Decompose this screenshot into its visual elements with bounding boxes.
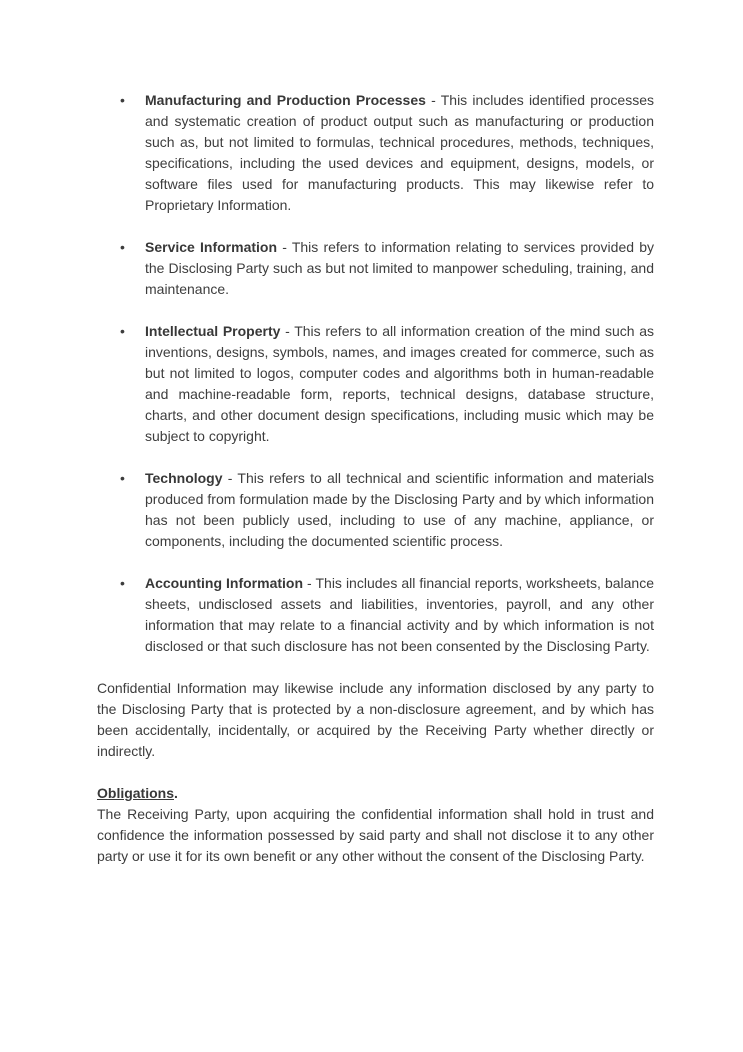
bullet-body: - This refers to information relating to services provided by the Disclosing Party such as but not limited to manpower scheduling, training, and maintenance.: [145, 239, 655, 297]
paragraph-confidential-information: Confidential Information may likewise include any information disclosed by any party to the Disclosing Party that is protected by a non-disclosure agreement, and by which has been accidentally, incidentally, or acquired by the Receiving Party whether directly or indirectly.: [97, 680, 654, 759]
list-item: [97, 573, 654, 657]
bullet-list: [97, 90, 654, 657]
section-heading-obligations: [97, 783, 654, 804]
heading-suffix: .: [174, 785, 178, 801]
heading-text: Obligations: [97, 785, 174, 801]
bullet-icon: •: [120, 239, 125, 255]
bullet-icon: •: [120, 575, 125, 591]
bullet-title: Intellectual Property: [145, 323, 281, 339]
bullet-icon: •: [120, 92, 125, 108]
bullet-body: - This refers to all technical and scientific information and materials produced from formulation made by the Disclosing Party and by which information has not been publicly used, including to use of any machine, appliance, or components, including the documented scientific process.: [145, 470, 655, 549]
bullet-title: Accounting Information: [145, 575, 304, 591]
bullet-title: Service Information: [145, 239, 278, 255]
bullet-body: - This includes identified processes and systematic creation of product output such as manufacturing or production such as, but not limited to formulas, technical procedures, methods, techniques, specifications, including the used devices and equipment, designs, models, or software files used for manufacturing products. This may likewise refer to Proprietary Information.: [145, 92, 655, 213]
list-item: [97, 237, 654, 300]
list-item: [97, 321, 654, 447]
bullet-title: Technology: [145, 470, 223, 486]
bullet-body: - This includes all financial reports, worksheets, balance sheets, undisclosed assets and liabilities, inventories, payroll, and any other information that may relate to a financial activity and by which information is not disclosed or that such disclosure has not been consented by the Disclosing Party.: [145, 575, 654, 654]
bullet-body: - This refers to all information creation of the mind such as inventions, designs, symbols, names, and images created for commerce, such as but not limited to logos, computer codes and algorithms both in human-readable and machine-readable form, reports, technical designs, database structure, charts, and other document design specifications, including music which may be subject to copyright.: [145, 323, 655, 444]
list-item: [97, 468, 654, 552]
bullet-icon: •: [120, 470, 125, 486]
paragraph-obligations-body: The Receiving Party, upon acquiring the confidential information shall hold in trust and confidence the information possessed by said party and shall not disclose it to any other party or use it for its own benefit or any other without the consent of the Disclosing Party.: [97, 806, 654, 864]
list-item: [97, 90, 654, 216]
bullet-icon: •: [120, 323, 125, 339]
bullet-title: Manufacturing and Production Processes: [145, 92, 426, 108]
